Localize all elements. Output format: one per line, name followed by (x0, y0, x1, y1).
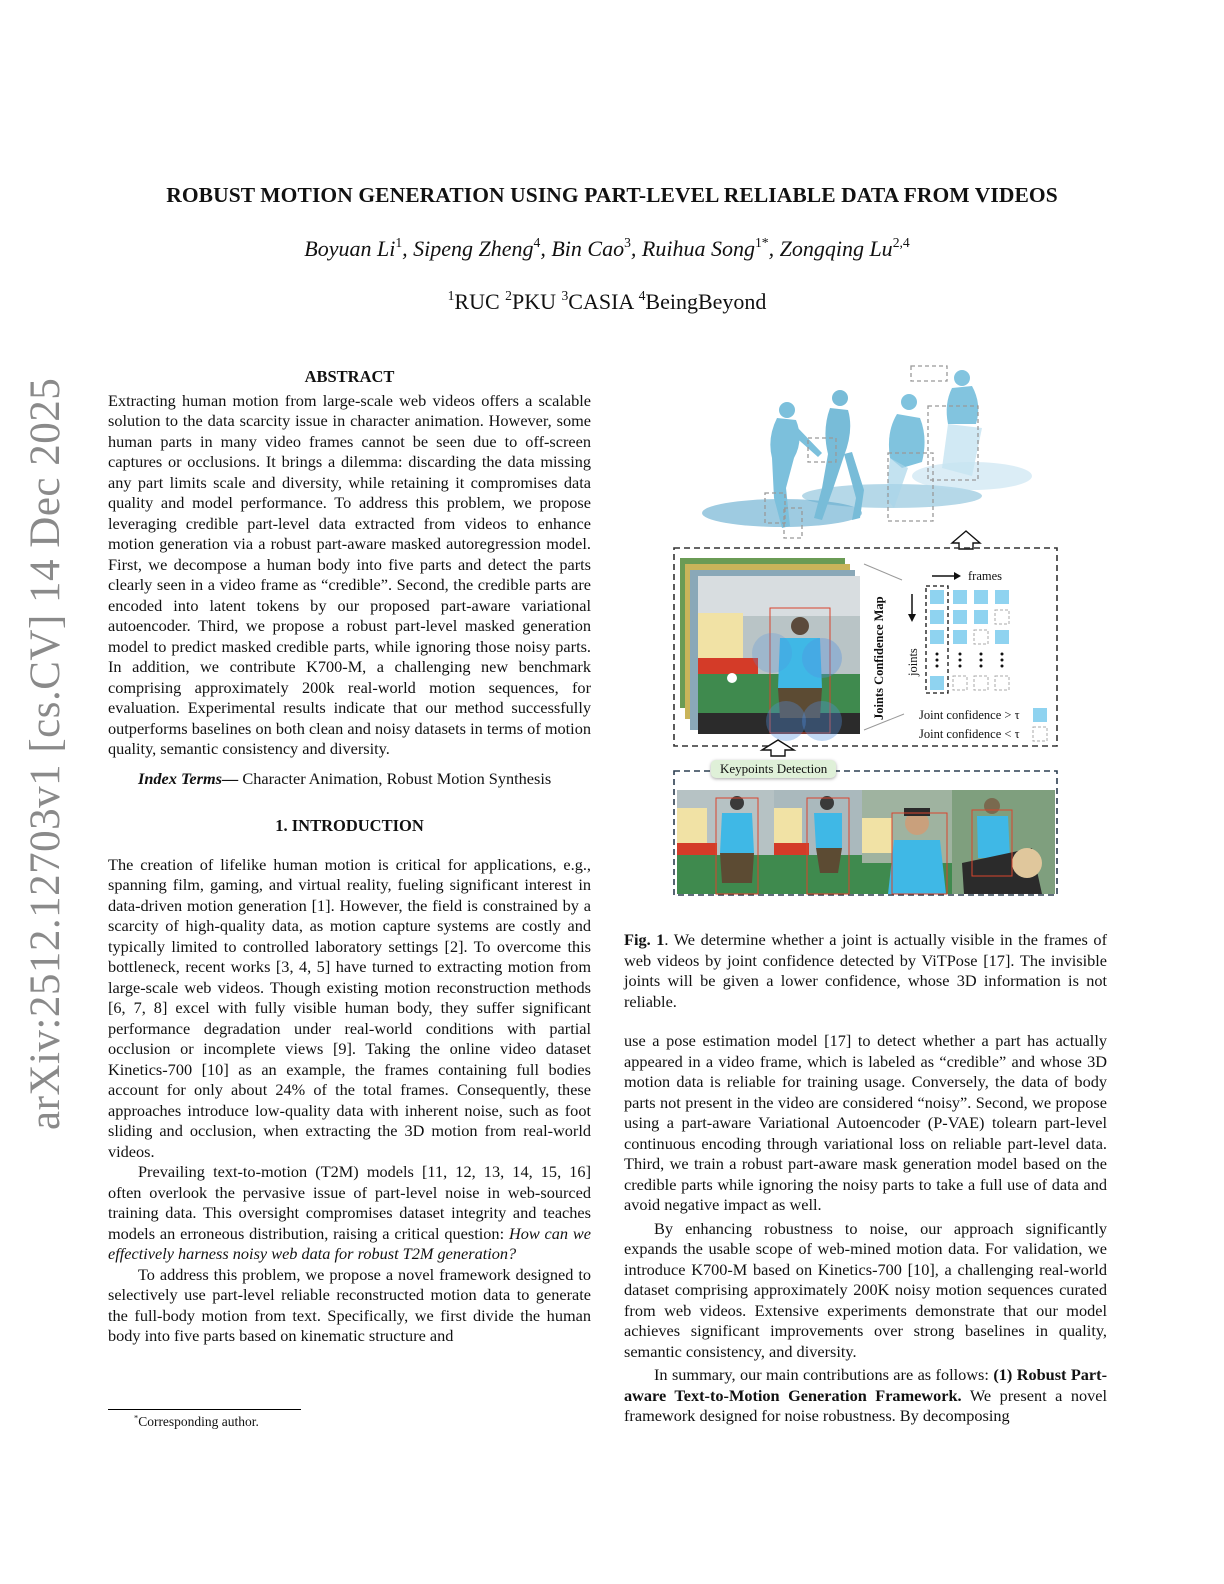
intro-paragraph-2: Prevailing text-to-motion (T2M) models [11, 12, 13, 14, 15, 16] often overlook the pervasive issue of part-level noise in web-sourced training data. This oversight compromises dataset integrity and teaches models an erroneous distribution, raising a critical question: How can we effectively harness noisy web data for robust T2M generation? (108, 1162, 591, 1263)
joints-arrow-icon (908, 594, 916, 622)
ellipsis-dot (959, 659, 962, 662)
author: Bin Cao$^3$ (551, 235, 631, 261)
arxiv-stamp: arXiv:2512.12703v1 [cs.CV] 14 Dec 2025 (22, 377, 69, 1130)
legend-high-swatch (1033, 708, 1047, 722)
legend-low-label: Joint confidence < τ (919, 727, 1020, 741)
affiliation: $^4$BeingBeyond (638, 288, 767, 314)
ellipsis-dot (1001, 653, 1004, 656)
confidence-cell-low (995, 676, 1009, 690)
legend-high-label: Joint confidence > τ (919, 708, 1020, 722)
figure-1 (672, 358, 1062, 903)
confidence-map-title: Joints Confidence Map (872, 596, 886, 720)
abstract-heading: ABSTRACT (304, 367, 395, 386)
ellipsis-dot (936, 653, 939, 656)
confidence-cell-low (953, 676, 967, 690)
author: Ruihua Song$^{1*}$ (641, 235, 769, 261)
video-frame (677, 790, 774, 894)
intro-paragraph-1: The creation of lifelike human motion is critical for applications, e.g., spanning film, gaming, and virtual reality, fueling significant interest in data-driven motion generation [1]. However, the field is constrained by a scarcity of high-quality data, as motion capture systems are costly and typically limited to controlled laboratory settings [2]. To overcome this bottleneck, recent works [3, 4, 5] have turned to extracting motion from large-scale web videos. Though existing motion reconstruction methods [6, 7, 8] excel with fully visible human body, they suffer significant performance degradation under real-world conditions with partial occlusion or incomplete views [9]. Taking the online video dataset Kinetics-700 [10] as an example, the frames containing full bodies account for only about 24% of the total frames. Consequently, these approaches introduce low-quality data with inherent noise, such as foot sliding and occlusion, when extracting the 3D motion from real-world videos. (108, 854, 591, 1161)
ellipsis-dot (1001, 665, 1004, 668)
joints-label: joints (906, 648, 920, 676)
confidence-cell-high (953, 630, 967, 644)
footnote-rule (108, 1409, 301, 1410)
confidence-cell-high (930, 590, 944, 604)
ellipsis-dot (959, 665, 962, 668)
ellipsis-dot (959, 653, 962, 656)
affiliation: $^2$PKU (505, 288, 556, 314)
ellipsis-dot (980, 665, 983, 668)
index-terms: Index Terms— Character Animation, Robust Motion Synthesis (138, 768, 552, 788)
figure-caption: Fig. 1. We determine whether a joint is actually visible in the frames of web videos by joint confidence detected by ViTPose [17]. The invisible joints will be given a lower confidence, whose 3D information is not reliable. (624, 930, 1107, 1011)
abstract-text: Extracting human motion from large-scale web videos offers a scalable solution to the data scarcity issue in character animation. However, some human parts in many video frames cannot be seen due to off-screen captures or occlusions. It brings a dilemma: discarding the data missing any part limits scale and diversity, while retaining it compromises data quality and model performance. To address this problem, we propose leveraging credible part-level data extracted from videos to enhance motion generation via a robust part-aware masked autoregression model. First, we decompose a human body into five parts and detect the parts clearly seen in a video frame as “credible”. Second, the credible parts are encoded into latent tokens by our proposed part-aware variational autoencoder. Third, we propose a robust part-level masked generation model to predict masked credible parts, while ignoring those noisy parts. In addition, we contribute K700-M, a challenging new benchmark comprising approximately 200k real-world motion sequences, for evaluation. Experimental results indicate that our method successfully outperforms baselines on both clean and noisy datasets in terms of motion quality, semantic consistency and diversity. (108, 390, 591, 758)
confidence-cell-high (930, 610, 944, 624)
author: Boyuan Li$^1$ (304, 235, 403, 261)
affiliations (0, 289, 1214, 315)
right-column (624, 1031, 1107, 1427)
video-frame (862, 790, 952, 894)
left-column (108, 367, 591, 1347)
video-frame-strip (677, 790, 1055, 894)
ellipsis-dot (980, 653, 983, 656)
confidence-cell-high (974, 610, 988, 624)
confidence-cell-high (995, 590, 1009, 604)
confidence-cell-high (953, 610, 967, 624)
author-list: Boyuan Li$^1$, Sipeng Zheng$^4$, Bin Cao$^3$, Ruihua Song$^{1*}$, Zongqing Lu$^{2,4}$ (304, 235, 910, 261)
video-frame-stack (680, 558, 860, 741)
ellipsis-dot (936, 659, 939, 662)
frames-arrow-icon (932, 572, 961, 580)
confidence-cell-high (995, 630, 1009, 644)
confidence-cell-low (995, 610, 1009, 624)
up-arrow-icon (762, 740, 794, 756)
footnote: *Corresponding author. (134, 1413, 259, 1429)
keypoints-detection-label: Keypoints Detection (711, 760, 836, 778)
confidence-cell-high (930, 630, 944, 644)
frames-label: frames (968, 569, 1003, 583)
confidence-cell-high (953, 590, 967, 604)
affiliation: $^1$RUC (447, 288, 500, 314)
section-heading-introduction: 1. INTRODUCTION (275, 816, 424, 835)
confidence-cell-low (974, 676, 988, 690)
intro-paragraph-5: In summary, our main contributions are as follows: (1) Robust Part-aware Text-to-Motion Generation Framework. We present a novel framework designed for noise robustness. By decomposing (624, 1365, 1108, 1425)
video-frame (774, 790, 862, 894)
author: Sipeng Zheng$^4$ (413, 235, 541, 261)
intro-paragraph-3-continued: use a pose estimation model [17] to detect whether a part has actually appeared in a video frame, which is labeled as “credible” and whose 3D motion data is reliable for training usage. Conversely, the data of body parts not present in the video are considered “noisy”. Second, we propose using a part-aware Variational Autoencoder (P-VAE) tolearn part-level continuous encoding through variational loss on reliable part-level data. Third, we train a robust part-aware mask generation model based on the credible parts while ignoring the noisy parts to take a full use of data and avoid negative impact as well. (624, 1031, 1107, 1214)
legend-low-swatch (1033, 727, 1047, 741)
author: Zongqing Lu$^{2,4}$ (779, 235, 910, 261)
paper-title: ROBUST MOTION GENERATION USING PART-LEVEL RELIABLE DATA FROM VIDEOS (166, 183, 1058, 207)
ellipsis-dot (936, 665, 939, 668)
intro-paragraph-4: By enhancing robustness to noise, our approach significantly expands the usable scope of web-mined motion data. For validation, we introduce K700-M based on Kinetics-700 [10], a challenging real-world dataset comprising approximately 200K noisy motion sequences curated from web videos. Extensive experiments demonstrate that our model achieves significant improvements over strong baselines in quality, semantic consistency, and diversity. (624, 1218, 1107, 1361)
confidence-cell-low (974, 630, 988, 644)
ellipsis-dot (1001, 659, 1004, 662)
confidence-grid (930, 590, 1009, 690)
confidence-cell-high (974, 590, 988, 604)
confidence-cell-high (930, 676, 944, 690)
ellipsis-dot (980, 659, 983, 662)
intro-paragraph-3: To address this problem, we propose a novel framework designed to selectively use part-level reliable reconstructed motion data to generate the full-body motion from text. Specifically, we first divide the human body into five parts based on kinematic structure and (108, 1264, 591, 1345)
video-frame (952, 790, 1055, 894)
affiliation: $^3$CASIA (561, 288, 634, 314)
motion-render (702, 366, 1032, 549)
